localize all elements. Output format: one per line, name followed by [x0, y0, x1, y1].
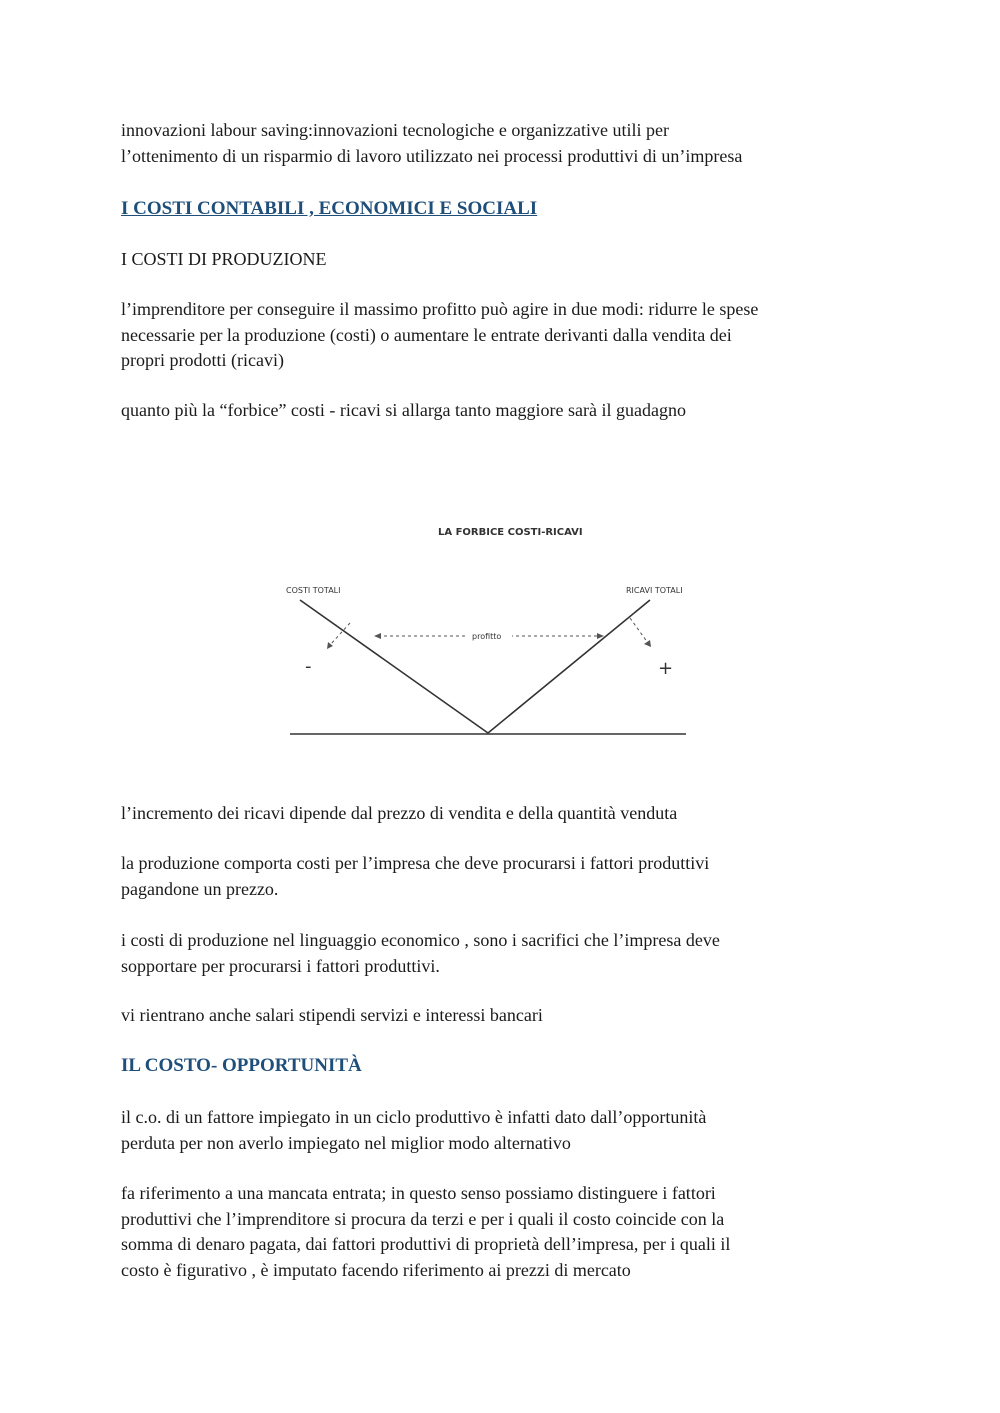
forbice-diagram-svg [270, 515, 710, 750]
ricavi-line [488, 600, 650, 733]
text-line: perduta per non averlo impiegato nel miglior modo alternativo [121, 1132, 571, 1153]
paragraph-imprenditore [121, 297, 758, 374]
text-line: produttivi che l’imprenditore si procura da terzi e per i quali il costo coincide con la [121, 1208, 725, 1229]
profitto-label: profitto [472, 632, 502, 641]
text-line: sopportare per procurarsi i fattori produttivi. [121, 955, 440, 976]
heading-costo-opportunita: IL COSTO- OPPORTUNITÀ [121, 1055, 362, 1076]
text-line: necessarie per la produzione (costi) o aumentare le entrate derivanti dalla vendita dei [121, 324, 732, 345]
paragraph-produzione-costi [121, 851, 709, 902]
costi-totali-label: COSTI TOTALI [286, 586, 341, 595]
text-line: propri prodotti (ricavi) [121, 350, 284, 370]
costi-line [300, 600, 488, 733]
heading-costi-contabili: I COSTI CONTABILI , ECONOMICI E SOCIALI [121, 198, 538, 219]
text-line: costo è figurativo , è imputato facendo riferimento ai prezzi di mercato [121, 1259, 631, 1280]
minus-sign: - [305, 656, 312, 677]
ricavi-up-arrow [630, 618, 648, 643]
subheading-costi-produzione [121, 247, 327, 273]
text-line: l’ottenimento di un risparmio di lavoro utilizzato nei processi produttivi di un’impresa [121, 145, 743, 166]
text-line: l’incremento dei ricavi dipende dal prezzo di vendita e della quantità venduta [121, 803, 678, 823]
text-line: somma di denaro pagata, dai fattori produttivi di proprietà dell’impresa, per i quali il [121, 1234, 731, 1254]
text-line: I COSTI DI PRODUZIONE [121, 249, 327, 269]
paragraph-incremento-ricavi [121, 801, 677, 827]
text-line: innovazioni labour saving:innovazioni tecnologiche e organizzative utili per [121, 120, 669, 140]
text-line: fa riferimento a una mancata entrata; in questo senso possiamo distinguere i fattori [121, 1183, 716, 1203]
text-line: la produzione comporta costi per l’impresa che deve procurarsi i fattori produttivi [121, 853, 710, 873]
paragraph-co-definizione [121, 1105, 706, 1156]
paragraph-mancata-entrata [121, 1181, 730, 1283]
paragraph-forbice [121, 398, 686, 424]
text-line: pagandone un prezzo. [121, 878, 279, 899]
ricavi-totali-label: RICAVI TOTALI [626, 586, 683, 595]
text-line: vi rientrano anche salari stipendi servizi e interessi bancari [121, 1005, 543, 1025]
text-line: i costi di produzione nel linguaggio economico , sono i sacrifici che l’impresa deve [121, 930, 720, 950]
paragraph-sacrifici [121, 928, 720, 979]
diagram-title: LA FORBICE COSTI-RICAVI [438, 527, 583, 538]
paragraph-salari [121, 1003, 543, 1029]
ricavi-up-arrow-head [644, 640, 651, 647]
text-line: l’imprenditore per conseguire il massimo profitto può agire in due modi: ridurre le spese [121, 299, 759, 319]
plus-sign: + [658, 658, 674, 679]
text-line: quanto più la “forbice” costi - ricavi si allarga tanto maggiore sarà il guadagno [121, 400, 686, 420]
paragraph-labour-saving [121, 118, 742, 169]
profitto-arrow-left-head [374, 633, 381, 639]
text-line: il c.o. di un fattore impiegato in un ciclo produttivo è infatti dato dall’opportunità [121, 1107, 707, 1127]
forbice-diagram [270, 515, 710, 750]
